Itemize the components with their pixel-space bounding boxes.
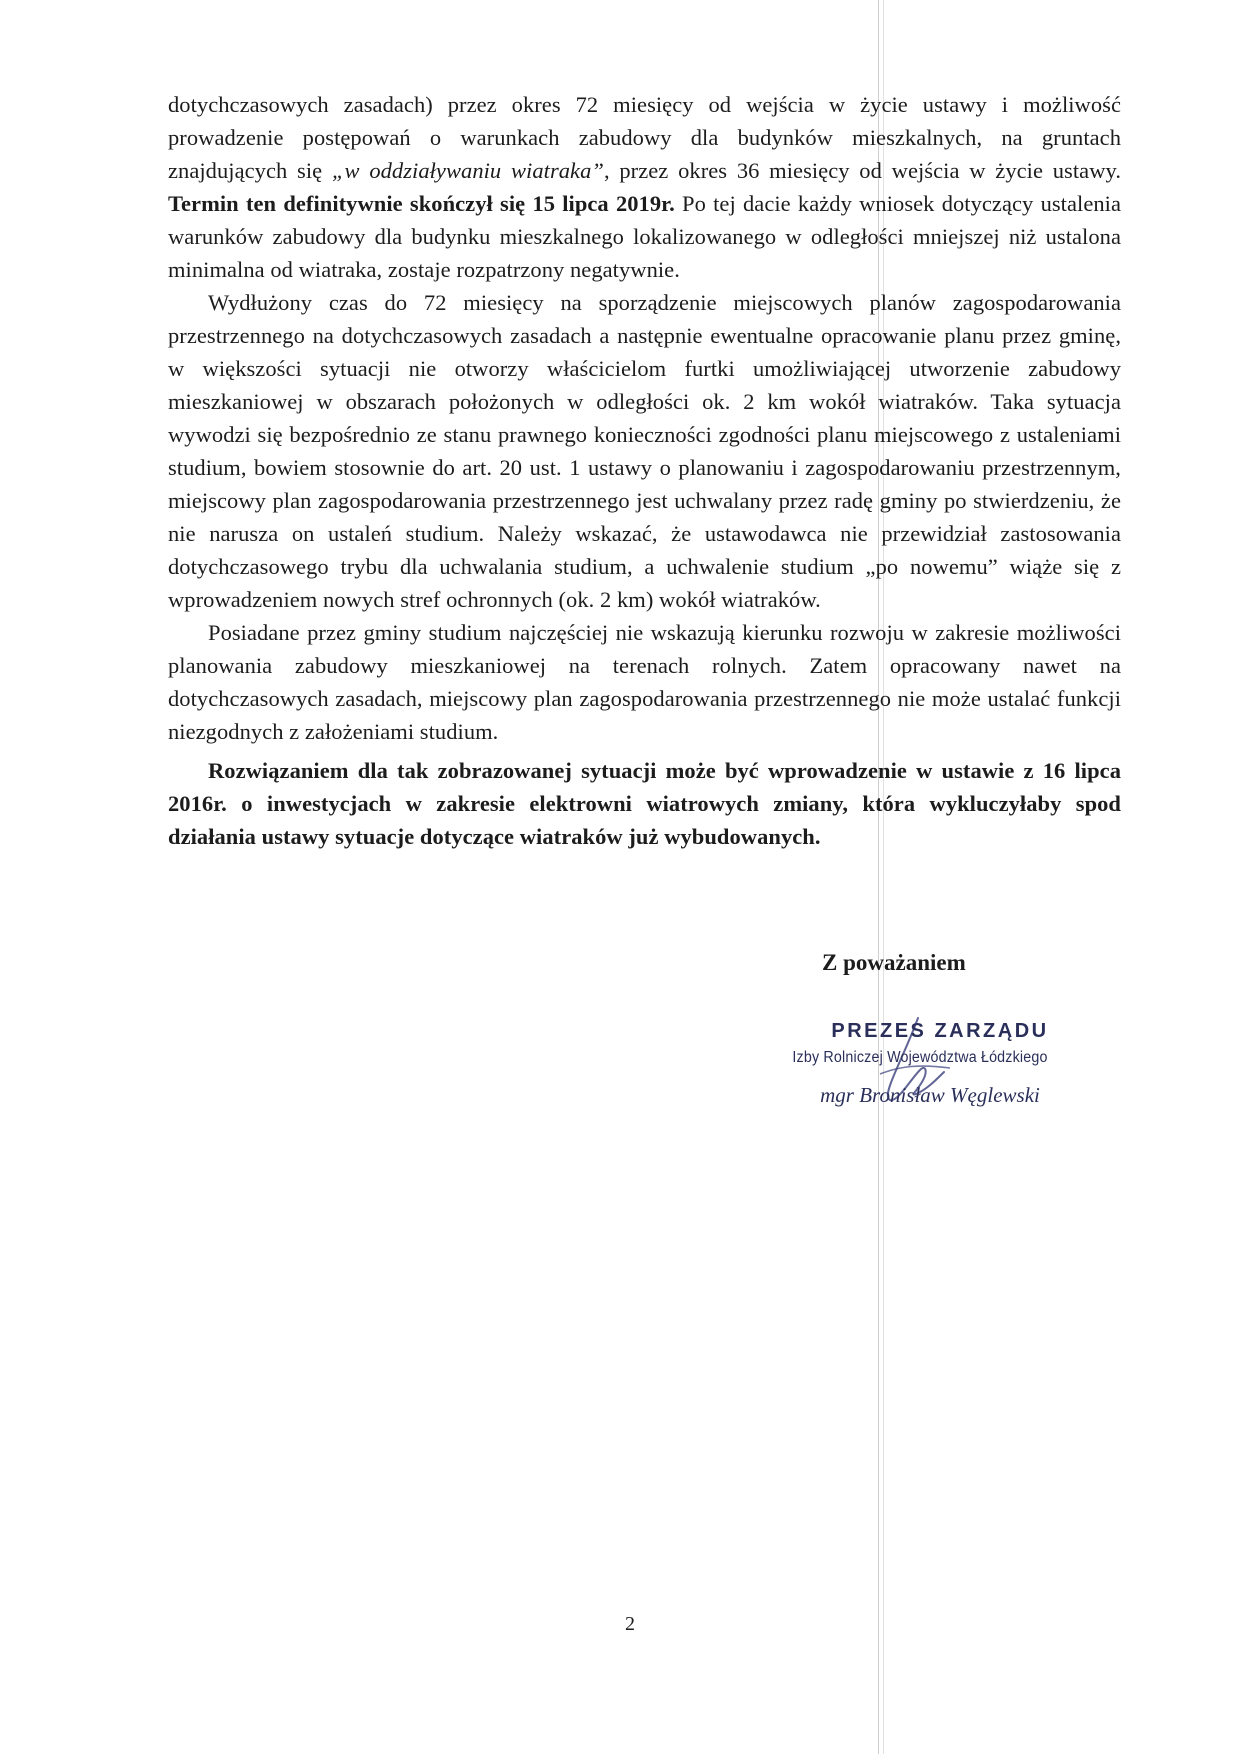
deadline-statement: Termin ten definitywnie skończył się 15 lipca 2019r. <box>168 191 675 216</box>
quoted-phrase: „w oddziaływaniu wiatraka” <box>331 158 604 183</box>
stamp-title: PREZES ZARZĄDU <box>831 1020 1049 1042</box>
paragraph-1-text-c: Po tej dacie każdy wniosek dotyczący ustalenia warunków zabudowy dla budynku mieszkalnego lokalizowanego w odległości mniejszej niż ustalona minimalna od wiatraka, zostaje rozpatrzony negatywnie. <box>168 191 1121 282</box>
paragraph-1-text-a: dotychczasowych zasadach) przez okres 72 miesięcy od wejścia w życie ustawy i możliwość prowadzenie postępowań o warunkach zabudowy dla budynków mieszkalnych, na gruntach znajdujących się <box>168 92 1121 183</box>
paragraph-1-text-b: , przez okres 36 miesięcy od wejścia w życie ustawy. <box>603 158 1122 183</box>
paragraph-2: Wydłużony czas do 72 miesięcy na sporządzenie miejscowych planów zagospodarowania przestrzennego na dotychczasowych zasadach a następnie ewentualne opracowanie planu przez gminę, w większości sytuacji nie otworzy właścicielom furtki umożliwiającej utworzenie zabudowy mieszkaniowej w obszarach położonych w odległości ok. 2 km wokół wiatraków. Taka sytuacja wywodzi się bezpośrednio ze stanu prawnego konieczności zgodności planu miejscowego z ustaleniami studium, bowiem stosownie do art. 20 ust. 1 ustawy o planowaniu i zagospodarowaniu przestrzennym, miejscowy plan zagospodarowania przestrzennego jest uchwalany przez radę gminy po stwierdzeniu, że nie narusza on ustaleń studium. Należy wskazać, że ustawodawca nie przewidział zastosowania dotychczasowego trybu dla uchwalania studium, a uchwalenie studium „po nowemu” wiąże się z wprowadzeniem nowych stref ochronnych (ok. 2 km) wokół wiatraków. <box>168 290 1121 612</box>
paragraph-3: Posiadane przez gminy studium najczęściej nie wskazują kierunku rozwoju w zakresie możliwości planowania zabudowy mieszkaniowej na terenach rolnych. Zatem opracowany nawet na dotychczasowych zasadach, miejscowy plan zagospodarowania przestrzennego nie może ustalać funkcji niezgodnych z założeniami studium. <box>168 620 1121 744</box>
letter-body <box>168 88 1121 853</box>
paragraph-1 <box>168 88 1121 286</box>
page-number: 2 <box>625 1613 635 1635</box>
stamp-organization: Izby Rolniczej Województwa Łódzkiego <box>792 1049 1048 1066</box>
paragraph-4-proposal: Rozwiązaniem dla tak zobrazowanej sytuacji może być wprowadzenie w ustawie z 16 lipca 2016r. o inwestycjach w zakresie elektrowni wiatrowych zmiany, która wykluczyłaby spod działania ustawy sytuacje dotyczące wiatraków już wybudowanych. <box>168 758 1121 849</box>
official-stamp <box>760 1020 1080 1108</box>
closing-salutation: Z poważaniem <box>822 950 966 975</box>
stamp-name: mgr Bronisław Węglewski <box>820 1083 1040 1107</box>
